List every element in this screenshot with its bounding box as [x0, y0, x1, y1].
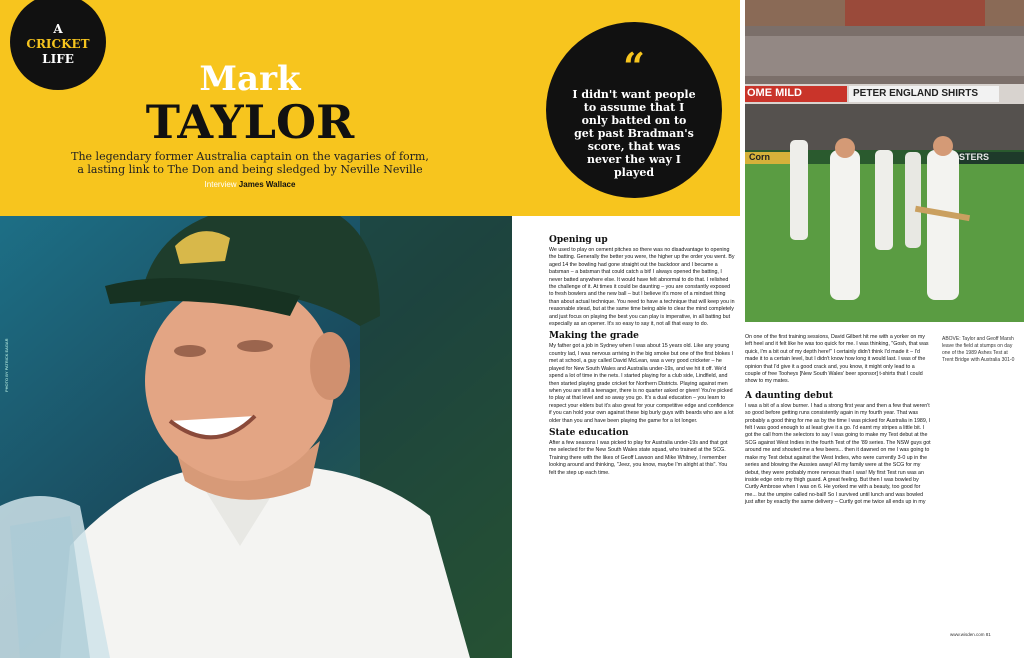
pullquote-text: I didn't want people to assume that I only batted on to get past Bradman's score, that was never the way I played [572, 88, 696, 179]
photo-caption: ABOVE: Taylor and Geoff Marsh leave the field at stumps on day one of the 1989 Ashes Test at Trent Bridge with Australia 301-0 [942, 336, 1015, 363]
page-number: 81 [985, 632, 991, 637]
section-heading: State education [549, 427, 629, 438]
section-body: We used to play on cement pitches so there was no disadvantage to opening the batting. Generally the better you were, the higher up the order you went. By aged 14 the bowling had gone straight out the backdoor and I became a batsman – a batsman that could catch a bit! I always opened the batting, I never batted anywhere else. It would have felt abnormal to do that. I relished the challenge of it. At times it could be daunting – you are constantly exposed to fresh bowlers and the new ball – but I believe it's more of a mindset thing than about actual technique. You need to have a technique that will keep you in reasonable stead, but at the same time being able to clear the mind completely and just focus on playing the best you can play is imperative, in all batting but especially as an opener. It's so easy to say it, not all that easy to do. [549, 247, 735, 328]
section-heading: A daunting debut [745, 390, 833, 401]
byline-name: James Wallace [238, 180, 296, 189]
standfirst: The legendary former Australia captain on the vagaries of form, a lasting link to The Don and being sledged by Neville Neville [71, 150, 429, 176]
sign-sters: STERS [959, 152, 990, 162]
section-body: My father got a job in Sydney when I was about 15 years old. Like any young country lad, I was nervous arriving in the big smoke but one of the first blokes I met at school, a guy called David McLean, was a very good cricketer – he played for New South Wales and Australia under-19s, and we hit it off. We'd spend a lot of time in the nets. I started playing for a club side, Lindfield, and then started playing grade cricket for Northern Districts. Playing against men when you are still a teenager, there is no quarter asked or given! You're picked to play at that level and so away you go. It's a dual education – you learn to respect your elders but it's also great for your competitive edge and confidence if you can hold your own against these big burly guys with beards who are a lot older than you and have been playing the game for a lot longer. [549, 343, 734, 424]
byline-label: Interview [204, 180, 237, 189]
section-body: After a few seasons I was picked to play for Australia under-19s and that got me selected for the New South Wales state squad, who trained at the SCG. Training there with the likes of Geoff Lawson and Mike Whitney, I remember looking around and thinking, "Jeez, you know, maybe I'm alright at this". You felt the step up each time. [549, 439, 728, 476]
section-heading: Making the grade [549, 331, 639, 342]
sign-corn: Corn [749, 152, 770, 162]
headline-last-name: TAYLOR [145, 95, 355, 149]
footer-site: www.wisden.com [950, 632, 985, 637]
portrait-illustration [0, 216, 512, 658]
page-footer [950, 632, 991, 637]
headline-first-name: Mark [199, 59, 301, 99]
article-column-2 [745, 334, 931, 507]
section-body: I was a bit of a slow burner. I had a strong first year and then a few that weren't so good before getting runs consistently again in my fourth year. That was probably a good thing for me as by the time I was picked for Australia in 1989, I felt I was good enough to at least give it a go. I'd earnt my stripes a little bit. I got the call from the selectors to say I was going to make my Test debut at the SCG against West Indies in the fourth Test of the '89 series. The NSW guys got around me and shouted me a few beers... then it dawned on me I was going to make my Test debut against the West Indies, who were currently 3-0 up in the series and blowing the Aussies away! All my family were at the SCG for my debut, they were probably more nervous than I was! My first Test run was an inside edge onto my thigh guard. A great feeling. But then I was bowled by Curtly Ambrose when I was on 6. He yorked me with a beauty, too good for me... but the umpire called no-ball! So I survived until lunch and was bowled just after by exactly the same delivery – Curtly got me twice all ends up in my [745, 402, 931, 506]
match-photo [745, 0, 1024, 322]
badge-line-2: CRICKET [26, 37, 90, 51]
article-column-1 [549, 232, 735, 477]
section-heading: Opening up [549, 235, 608, 245]
section-body: On one of the first training sessions, David Gilbert hit me with a yorker on my left heel and it felt like he was too quick for me. I was thinking, "Gosh, that was quick, I'm a bit out of my depth here!" I certainly didn't think I'd made it – I'd made it to a certain level, but I didn't know how long it would last. I was of the opinion that I'd give it a good crack and, you know, it might only lead to a couple of free Tooheys [New South Wales' beer sponsor] t-shirts that I could show to my mates. [745, 334, 929, 385]
badge-line-3: LIFE [42, 52, 74, 66]
sign-peter-england: PETER ENGLAND SHIRTS [853, 88, 979, 99]
byline [0, 180, 500, 189]
photo-credit: PHOTO BY PATRICK EAGAR [4, 338, 9, 392]
portrait-photo [0, 216, 512, 658]
sign-mild: OME MILD [747, 87, 802, 99]
quote-mark-icon: “ [623, 44, 645, 89]
pullquote [546, 22, 722, 198]
badge-line-1: A [53, 22, 63, 36]
